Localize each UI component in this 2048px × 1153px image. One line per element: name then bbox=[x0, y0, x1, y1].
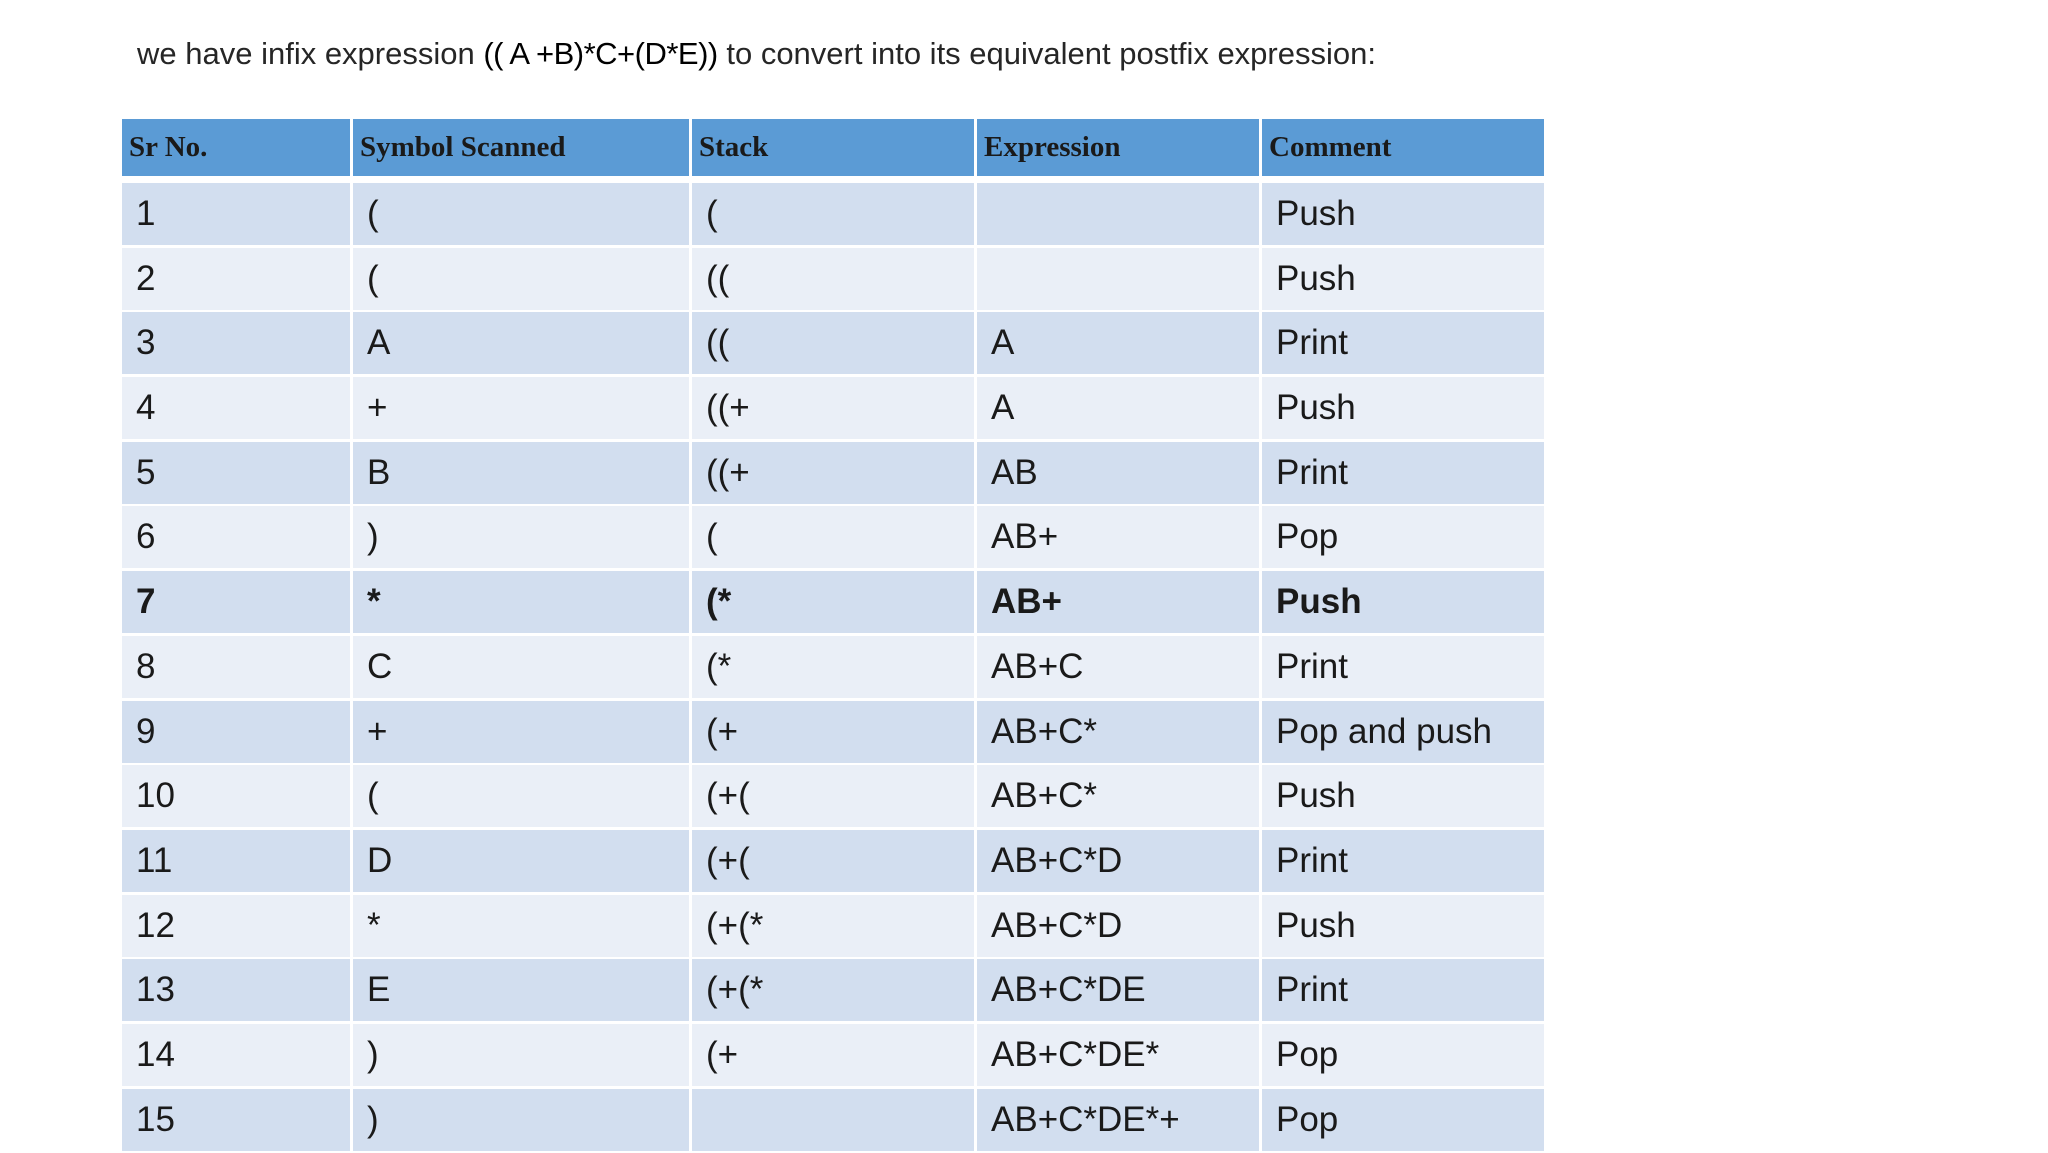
table-row bbox=[122, 830, 1544, 892]
symbol-cell: D bbox=[353, 830, 692, 892]
header-comment: Comment bbox=[1262, 119, 1544, 176]
header-expression: Expression bbox=[977, 119, 1262, 176]
comment-cell: Pop bbox=[1262, 1089, 1544, 1151]
header-stack: Stack bbox=[692, 119, 977, 176]
expression-cell: AB+C*DE bbox=[977, 959, 1262, 1021]
sr-no-cell: 6 bbox=[122, 506, 353, 568]
table-row bbox=[122, 636, 1544, 698]
sr-no-cell: 8 bbox=[122, 636, 353, 698]
expression-cell: A bbox=[977, 377, 1262, 439]
comment-cell: Push bbox=[1262, 248, 1544, 310]
comment-cell: Push bbox=[1262, 895, 1544, 957]
table-row bbox=[122, 183, 1544, 245]
stack-cell: ((+ bbox=[692, 377, 977, 439]
expression-cell: AB+C*D bbox=[977, 895, 1262, 957]
stack-cell: ((+ bbox=[692, 442, 977, 504]
sr-no-cell: 15 bbox=[122, 1089, 353, 1151]
intro-text bbox=[137, 32, 1376, 76]
stack-cell: (* bbox=[692, 571, 977, 633]
stack-cell: (+ bbox=[692, 1024, 977, 1086]
table-row bbox=[122, 248, 1544, 310]
stack-cell: (( bbox=[692, 248, 977, 310]
symbol-cell: ( bbox=[353, 183, 692, 245]
sr-no-cell: 9 bbox=[122, 701, 353, 763]
table-header-row bbox=[122, 119, 1544, 176]
expression-cell: AB+C*D bbox=[977, 830, 1262, 892]
sr-no-cell: 4 bbox=[122, 377, 353, 439]
stack-cell bbox=[692, 1089, 977, 1151]
symbol-cell: + bbox=[353, 701, 692, 763]
symbol-cell: B bbox=[353, 442, 692, 504]
sr-no-cell: 1 bbox=[122, 183, 353, 245]
table-row bbox=[122, 506, 1544, 568]
infix-expression: (( A +B)*C+(D*E)) bbox=[483, 36, 718, 71]
stack-cell: (+(* bbox=[692, 959, 977, 1021]
symbol-cell: * bbox=[353, 571, 692, 633]
conversion-table bbox=[122, 119, 1544, 1153]
sr-no-cell: 14 bbox=[122, 1024, 353, 1086]
table-row bbox=[122, 442, 1544, 504]
symbol-cell: E bbox=[353, 959, 692, 1021]
expression-cell: AB+C* bbox=[977, 701, 1262, 763]
symbol-cell: A bbox=[353, 312, 692, 374]
comment-cell: Print bbox=[1262, 830, 1544, 892]
table-row bbox=[122, 1024, 1544, 1086]
comment-cell: Print bbox=[1262, 636, 1544, 698]
symbol-cell: ( bbox=[353, 248, 692, 310]
table-body bbox=[122, 183, 1544, 1151]
stack-cell: (+(* bbox=[692, 895, 977, 957]
stack-cell: (+ bbox=[692, 701, 977, 763]
comment-cell: Push bbox=[1262, 571, 1544, 633]
expression-cell: A bbox=[977, 312, 1262, 374]
comment-cell: Push bbox=[1262, 377, 1544, 439]
table-row bbox=[122, 1089, 1544, 1151]
expression-cell: AB bbox=[977, 442, 1262, 504]
stack-cell: (+( bbox=[692, 765, 977, 827]
sr-no-cell: 12 bbox=[122, 895, 353, 957]
expression-cell: AB+ bbox=[977, 571, 1262, 633]
stack-cell: (+( bbox=[692, 830, 977, 892]
symbol-cell: + bbox=[353, 377, 692, 439]
expression-cell bbox=[977, 248, 1262, 310]
expression-cell: AB+C bbox=[977, 636, 1262, 698]
symbol-cell: ) bbox=[353, 1089, 692, 1151]
expression-cell: AB+C*DE*+ bbox=[977, 1089, 1262, 1151]
sr-no-cell: 13 bbox=[122, 959, 353, 1021]
comment-cell: Push bbox=[1262, 183, 1544, 245]
stack-cell: (* bbox=[692, 636, 977, 698]
stack-cell: ( bbox=[692, 183, 977, 245]
expression-cell: AB+ bbox=[977, 506, 1262, 568]
sr-no-cell: 3 bbox=[122, 312, 353, 374]
symbol-cell: ) bbox=[353, 1024, 692, 1086]
symbol-cell: * bbox=[353, 895, 692, 957]
table-row bbox=[122, 701, 1544, 763]
expression-cell bbox=[977, 183, 1262, 245]
comment-cell: Pop and push bbox=[1262, 701, 1544, 763]
header-sr-no: Sr No. bbox=[122, 119, 353, 176]
table-row bbox=[122, 895, 1544, 957]
sr-no-cell: 2 bbox=[122, 248, 353, 310]
stack-cell: ( bbox=[692, 506, 977, 568]
symbol-cell: ) bbox=[353, 506, 692, 568]
table-row bbox=[122, 571, 1544, 633]
table-row bbox=[122, 377, 1544, 439]
expression-cell: AB+C*DE* bbox=[977, 1024, 1262, 1086]
sr-no-cell: 5 bbox=[122, 442, 353, 504]
expression-cell: AB+C* bbox=[977, 765, 1262, 827]
symbol-cell: ( bbox=[353, 765, 692, 827]
symbol-cell: C bbox=[353, 636, 692, 698]
table-row bbox=[122, 959, 1544, 1021]
sr-no-cell: 10 bbox=[122, 765, 353, 827]
header-symbol-scanned: Symbol Scanned bbox=[353, 119, 692, 176]
comment-cell: Print bbox=[1262, 959, 1544, 1021]
comment-cell: Print bbox=[1262, 442, 1544, 504]
comment-cell: Push bbox=[1262, 765, 1544, 827]
sr-no-cell: 11 bbox=[122, 830, 353, 892]
stack-cell: (( bbox=[692, 312, 977, 374]
comment-cell: Pop bbox=[1262, 1024, 1544, 1086]
table-row bbox=[122, 765, 1544, 827]
table-row bbox=[122, 312, 1544, 374]
intro-before: we have infix expression bbox=[137, 36, 484, 71]
sr-no-cell: 7 bbox=[122, 571, 353, 633]
intro-after: to convert into its equivalent postfix expression: bbox=[717, 36, 1376, 71]
comment-cell: Pop bbox=[1262, 506, 1544, 568]
comment-cell: Print bbox=[1262, 312, 1544, 374]
